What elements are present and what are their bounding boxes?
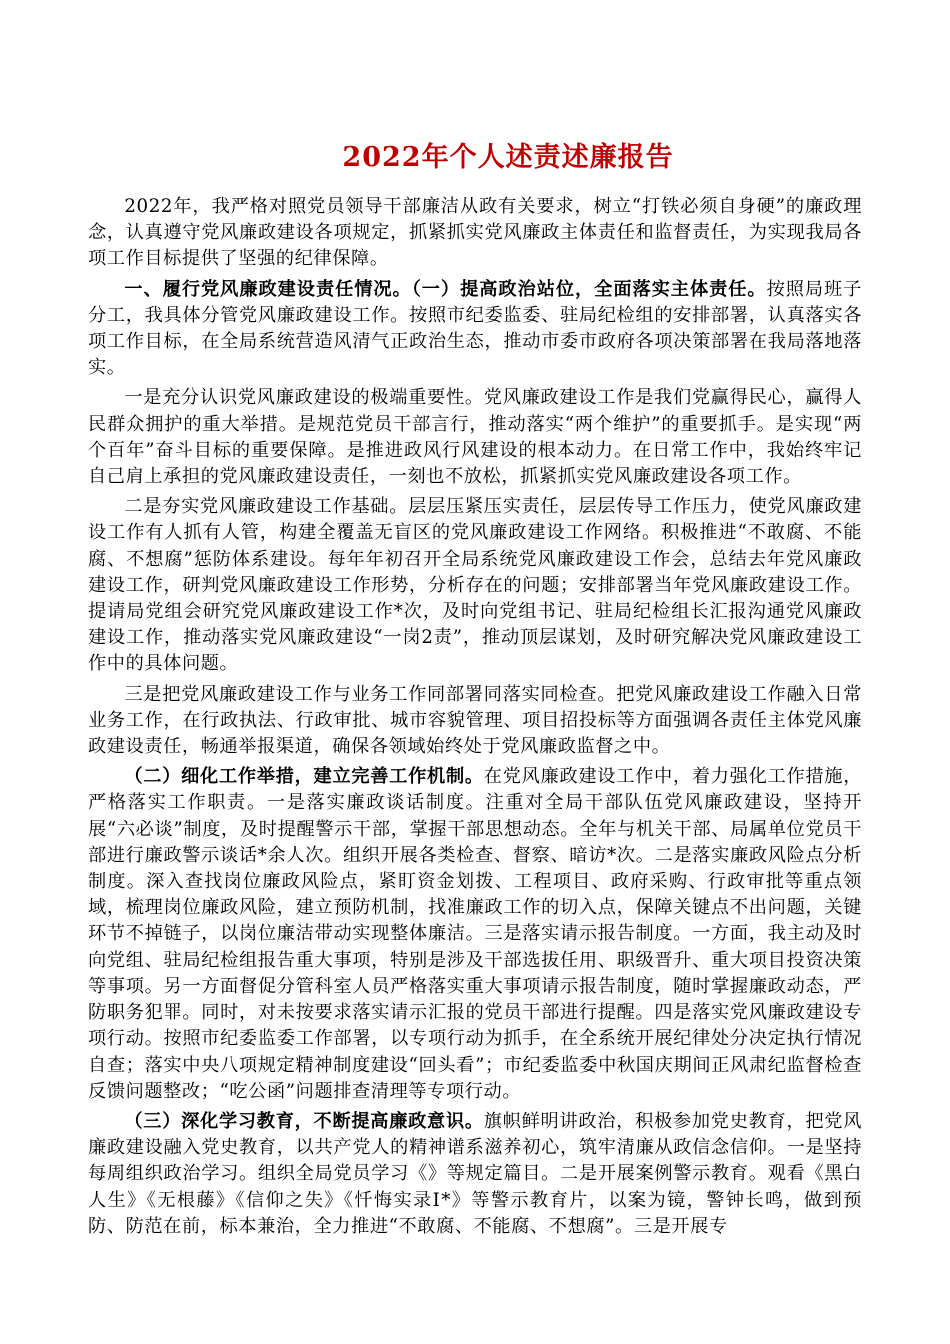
point-one-paragraph: 一是充分认识党风廉政建设的极端重要性。党风廉政建设工作是我们党赢得民心，赢得人民群众拥护的重大举措。是规范党员干部言行，推动落实“两个维护”的重要抓手。是实现“两个百年”奋斗目标的重要保障。是推进政风行风建设的根本动力。在日常工作中，我始终牢记自己肩上承担的党风廉政建设责任，一刻也不放松，抓紧抓实党风廉政建设各项工作。 bbox=[88, 387, 862, 488]
section-1-heading: 一、履行党风廉政建设责任情况。（一）提高政治站位，全面落实主体责任。 bbox=[124, 278, 767, 300]
point-two-paragraph: 二是夯实党风廉政建设工作基础。层层压紧压实责任，层层传导工作压力，使党风廉政建设工作有人抓有人管，构建全覆盖无盲区的党风廉政建设工作网络。积极推进“不敢腐、不能腐、不想腐”惩防体系建设。每年年初召开全局系统党风廉政建设工作会，总结去年党风廉政建设工作，研判党风廉政建设工作形势，分析存在的问题；安排部署当年党风廉政建设工作。提请局党组会研究党风廉政建设工作*次，及时向党组书记、驻局纪检组长汇报沟通党风廉政建设工作，推动落实党风廉政建设“一岗2责”，推动顶层谋划，及时研究解决党风廉政建设工作中的具体问题。 bbox=[88, 496, 862, 675]
document-title: 2022年个人述责述廉报告 bbox=[342, 142, 674, 173]
section-2-paragraph bbox=[88, 764, 862, 1105]
point-three-paragraph: 三是把党风廉政建设工作与业务工作同部署同落实同检查。把党风廉政建设工作融入日常业务工作，在行政执法、行政审批、城市容貌管理、项目招投标等方面强调各责任主体党风廉政建设责任，畅通举报渠道，确保各领域始终处于党风廉政监督之中。 bbox=[88, 683, 862, 758]
section-3-paragraph bbox=[88, 1109, 862, 1240]
document-page bbox=[88, 138, 862, 1244]
section-2-heading: （二）细化工作举措，建立完善工作机制。 bbox=[124, 766, 484, 788]
section-1-text: 按照局班子分工，我具体分管党风廉政建设工作。按照市纪委监委、驻局纪检组的安排部署，认真落实各项工作目标，在全局系统营造风清气正政治生态，推动市委市政府各项决策部署在我局落地落实。 bbox=[88, 278, 862, 379]
section-2-text: 在党风廉政建设工作中，着力强化工作措施，严格落实工作职责。一是落实廉政谈话制度。注重对全局干部队伍党风廉政建设，坚持开展“六必谈”制度，及时提醒警示干部，掌握干部思想动态。全年与机关干部、局属单位党员干部进行廉政警示谈话*余人次。组织开展各类检查、督察、暗访*次。二是落实廉政风险点分析制度。深入查找岗位廉政风险点，紧盯资金划拨、工程项目、政府采购、行政审批等重点领域，梳理岗位廉政风险，建立预防机制，找准廉政工作的切入点，保障关键点不出问题，关键环节不掉链子，以岗位廉洁带动实现整体廉洁。三是落实请示报告制度。一方面，我主动及时向党组、驻局纪检组报告重大事项，特别是涉及干部选拔任用、职级晋升、重大项目投资决策等事项。另一方面督促分管科室人员严格落实重大事项请示报告制度，随时掌握廉政动态，严防职务犯罪。同时，对未按要求落实请示汇报的党员干部进行提醒。四是落实党风廉政建设专项行动。按照市纪委监委工作部署，以专项行动为抓手，在全系统开展纪律处分决定执行情况自查；落实中央八项规定精神制度建设“回头看”；市纪委监委中秋国庆期间正风肃纪监督检查反馈问题整改；“吃公函”问题排查清理等专项行动。 bbox=[88, 766, 862, 1102]
section-3-heading: （三）深化学习教育，不断提高廉政意识。 bbox=[124, 1110, 484, 1132]
intro-paragraph: 2022年，我严格对照党员领导干部廉洁从政有关要求，树立“打铁必须自身硬”的廉政理念，认真遵守党风廉政建设各项规定，抓紧抓实党风廉政主体责任和监督责任，为实现我局各项工作目标提供了坚强的纪律保障。 bbox=[88, 196, 862, 270]
section-3-text: 旗帜鲜明讲政治，积极参加党史教育，把党风廉政建设融入党史教育，以共产党人的精神谱系滋养初心，筑牢清廉从政信念信仰。一是坚持每周组织政治学习。组织全局党员学习《》等规定篇目。二是开展案例警示教育。观看《黑白人生》《无根藤》《信仰之失》《忏悔实录Ⅰ*》等警示教育片，以案为镜，警钟长鸣，做到预防、防范在前，标本兼治，全力推进“不敢腐、不能腐、不想腐”。三是开展专 bbox=[88, 1110, 862, 1237]
section-1-paragraph bbox=[88, 277, 862, 382]
